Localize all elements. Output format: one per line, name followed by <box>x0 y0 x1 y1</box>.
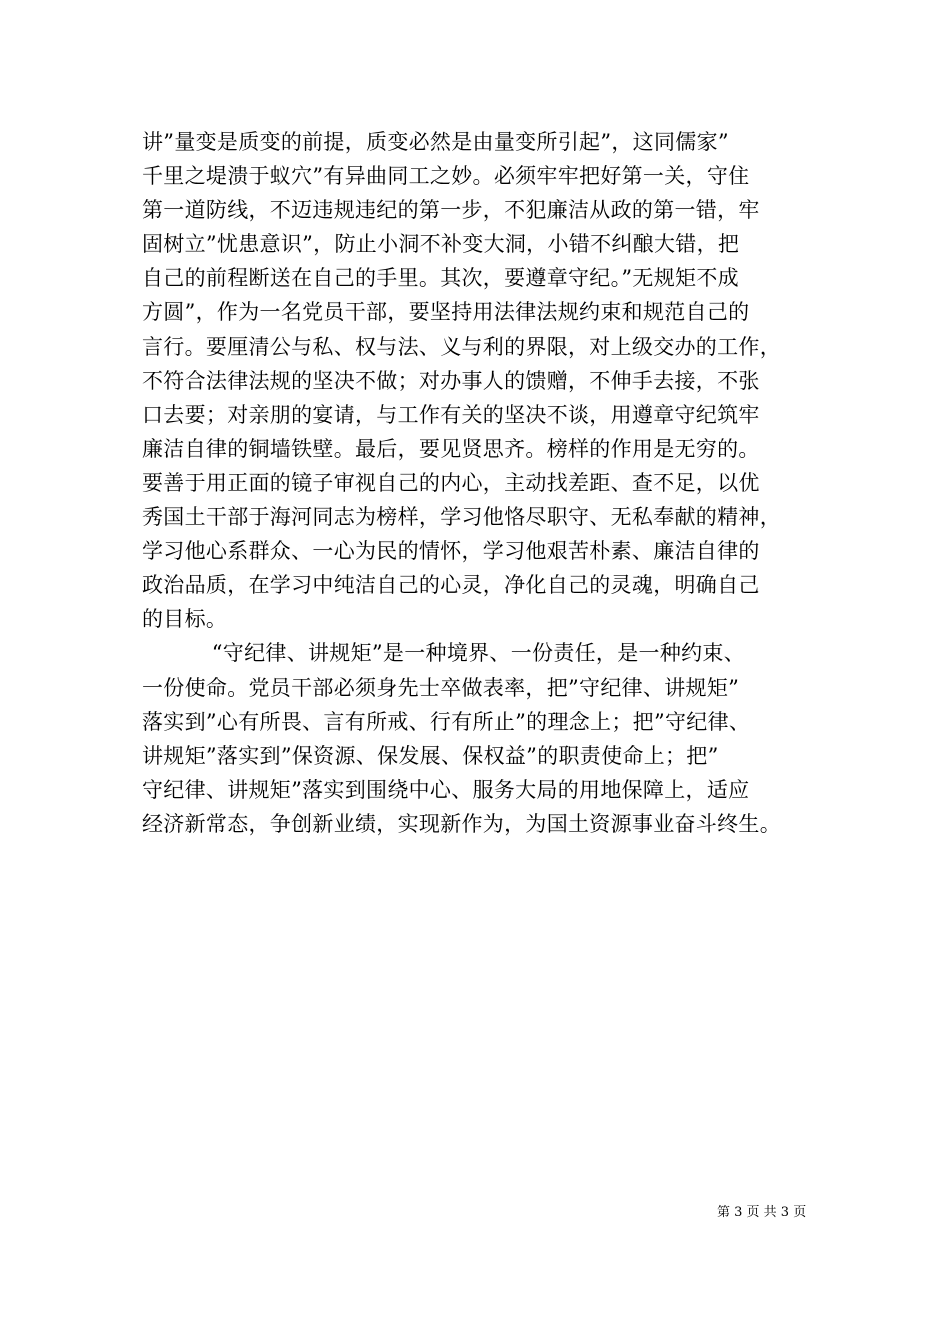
text-line: 守纪律、讲规矩”落实到围绕中心、服务大局的用地保障上，适应 <box>142 777 750 802</box>
body-text <box>142 125 822 841</box>
text-line: 自己的前程断送在自己的手里。其次，要遵章守纪。”无规矩不成 <box>142 266 739 291</box>
text-line: 言行。要厘清公与私、权与法、义与利的界限，对上级交办的工作， <box>142 334 781 359</box>
text-line: 秀国土干部于海河同志为榜样，学习他恪尽职守、无私奉献的精神， <box>142 505 781 530</box>
text-line: 千里之堤溃于蚁穴”有异曲同工之妙。必须牢牢把好第一关，守住 <box>142 164 750 189</box>
text-line: 方圆”，作为一名党员干部，要坚持用法律法规约束和规范自己的 <box>142 300 750 325</box>
text-line: 学习他心系群众、一心为民的情怀，学习他艰苦朴素、廉洁自律的 <box>142 539 760 564</box>
text-line: 讲”量变是质变的前提，质变必然是由量变所引起”，这同儒家” <box>142 130 729 154</box>
text-line: 不符合法律法规的坚决不做；对办事人的馈赠，不伸手去接，不张 <box>142 368 760 393</box>
page-number: 第 3 页 共 3 页 <box>717 1205 807 1220</box>
text-line: 固树立”忧患意识”，防止小洞不补变大洞，小错不纠酿大错，把 <box>142 232 740 257</box>
text-line: 一份使命。党员干部必须身先士卒做表率，把”守纪律、讲规矩” <box>142 675 740 700</box>
text-line: 第一道防线，不迈违规违纪的第一步，不犯廉洁从政的第一错，牢 <box>142 198 760 223</box>
text-line: 讲规矩”落实到”保资源、保发展、保权益”的职责使命上；把” <box>142 743 719 768</box>
text-line: “守纪律、讲规矩”是一种境界、一份责任，是一种约束、 <box>142 641 746 666</box>
text-line: 廉洁自律的铜墙铁壁。最后，要见贤思齐。榜样的作用是无穷的。 <box>142 436 760 461</box>
text-line: 经济新常态，争创新业绩，实现新作为，为国土资源事业奋斗终生。 <box>142 811 781 836</box>
text-line: 要善于用正面的镜子审视自己的内心，主动找差距、查不足，以优 <box>142 470 760 495</box>
text-line: 的目标。 <box>142 607 228 632</box>
text-line: 政治品质，在学习中纯洁自己的心灵，净化自己的灵魂，明确自己 <box>142 573 760 598</box>
text-line: 落实到”心有所畏、言有所戒、行有所止”的理念上；把”守纪律、 <box>142 709 751 734</box>
text-line: 口去要；对亲朋的宴请，与工作有关的坚决不谈，用遵章守纪筑牢 <box>142 402 760 427</box>
